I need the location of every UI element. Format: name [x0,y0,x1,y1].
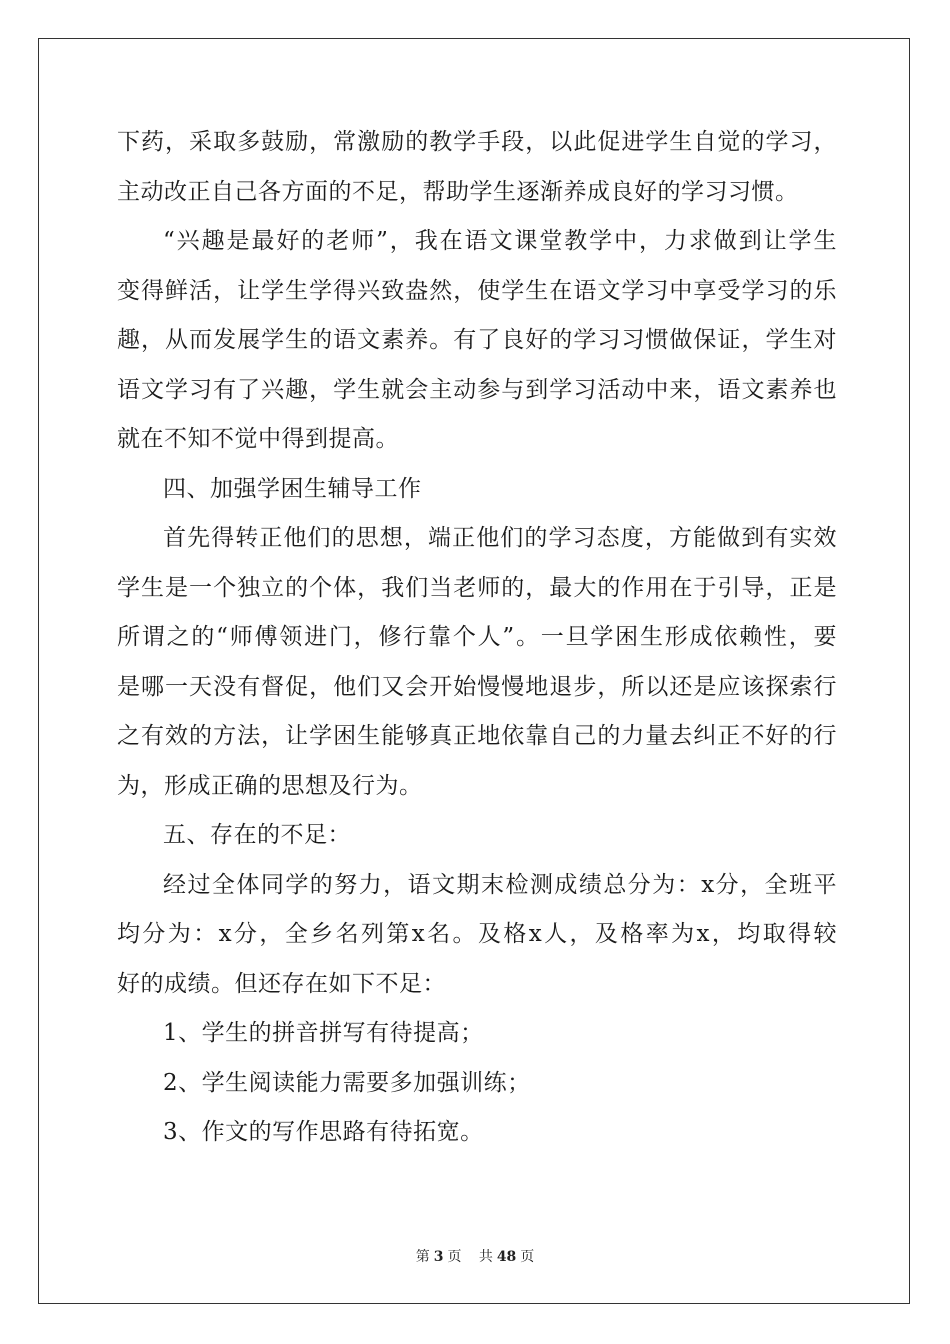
text-line: 五、存在的不足： [163,822,351,848]
paragraph [117,811,837,861]
text-line: 为，形成正确的思想及行为。 [117,772,423,799]
footer-total-unit: 页 [520,1249,535,1265]
text-line: 主动改正自己各方面的不足，帮助学生逐渐养成良好的学习习惯。 [117,178,799,205]
text-line: 学生是一个独立的个体，我们当老师的，最大的作用在于引导，正是 [117,574,837,601]
text-line: 3、作文的写作思路有待拓宽。 [163,1119,484,1145]
text-line: 1、学生的拼音拼写有待提高； [163,1020,484,1046]
text-line: 经过全体同学的努力，语文期末检测成绩总分为：x分，全班平 [163,871,837,898]
text-line: 均分为：x分，全乡名列第x名。及格x人，及格率为x，均取得较 [117,921,837,947]
paragraph [117,217,837,465]
footer-page-unit: 页 [447,1249,462,1265]
text-line: 就在不知不觉中得到提高。 [117,426,399,452]
footer-total-pages: 48 [496,1249,517,1265]
page-footer [0,1246,950,1266]
paragraph [117,514,837,811]
text-line: 变得鲜活，让学生学得兴致盎然，使学生在语文学习中享受学习的乐 [117,277,837,304]
text-line: 所谓之的“师傅领进门，修行靠个人”。一旦学困生形成依赖性，要 [117,624,837,650]
text-line: 语文学习有了兴趣，学生就会主动参与到学习活动中来，语文素养也 [117,376,837,403]
paragraph [117,1108,837,1158]
footer-page-prefix: 第 [415,1249,430,1265]
text-line: 四、加强学困生辅导工作 [163,475,422,502]
footer-current-page: 3 [433,1249,444,1265]
paragraph [117,465,837,515]
paragraph [117,1009,837,1059]
paragraph [117,861,837,1010]
paragraph [117,118,837,217]
text-line: 之有效的方法，让学困生能够真正地依靠自己的力量去纠正不好的行 [117,723,837,749]
footer-total-prefix: 共 [478,1249,493,1265]
text-line: 下药，采取多鼓励，常激励的教学手段，以此促进学生自觉的学习， [117,129,837,155]
text-line: 好的成绩。但还存在如下不足： [117,970,446,997]
paragraph [117,1059,837,1109]
text-line: 趣，从而发展学生的语文素养。有了良好的学习习惯做保证，学生对 [117,327,837,353]
text-line: “兴趣是最好的老师”，我在语文课堂教学中，力求做到让学生 [163,228,837,254]
text-line: 首先得转正他们的思想，端正他们的学习态度，方能做到有实效 [163,525,837,551]
document-body [117,118,837,1158]
text-line: 是哪一天没有督促，他们又会开始慢慢地退步，所以还是应该探索行 [117,673,837,700]
text-line: 2、学生阅读能力需要多加强训练； [163,1069,531,1096]
